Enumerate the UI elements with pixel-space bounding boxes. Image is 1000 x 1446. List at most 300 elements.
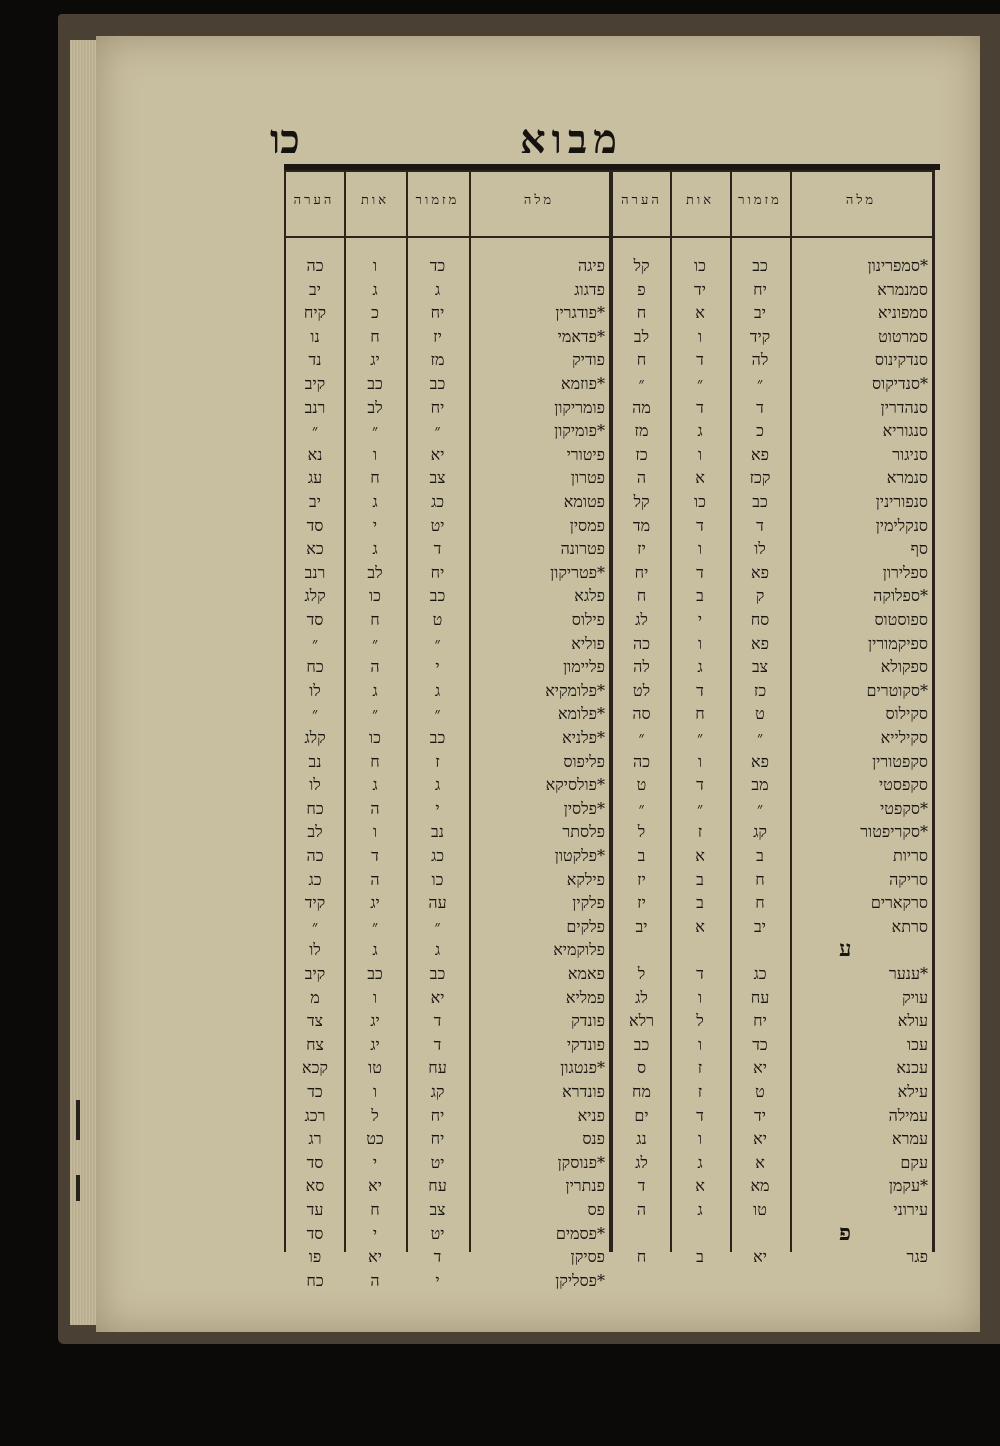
entry-psalm: סח xyxy=(750,610,770,629)
entry-note: נד xyxy=(308,350,322,370)
entry-word: פדגוג xyxy=(574,279,605,299)
entry-note: קל xyxy=(633,492,650,511)
entry-note: נג xyxy=(636,1129,647,1149)
entry-word: פילוס xyxy=(571,610,605,629)
entry-psalm: ״ xyxy=(756,798,764,818)
entry-note: רכג xyxy=(304,1105,326,1125)
entry-word: *פלקטון xyxy=(554,846,605,865)
entry-letter: ד xyxy=(371,846,379,865)
entry-note: יח xyxy=(634,562,649,582)
entry-psalm: פא xyxy=(751,562,769,582)
entry-word: סרתא xyxy=(891,916,928,936)
entry-word: *פלומא xyxy=(557,704,605,724)
entry-psalm: קכז xyxy=(749,468,771,488)
entry-word: סנמרא xyxy=(886,468,928,488)
entry-psalm: כב xyxy=(752,492,768,511)
entry-psalm: יח xyxy=(430,1105,445,1125)
entry-word: פלקין xyxy=(572,893,605,913)
entry-note: עד xyxy=(306,1200,324,1219)
entry-word: *פנטגון xyxy=(560,1058,605,1078)
entry-letter: יא xyxy=(368,1176,382,1196)
entry-word: פילקא xyxy=(566,869,605,889)
entry-letter: ג xyxy=(372,492,378,511)
entry-psalm: ג xyxy=(434,680,441,700)
entry-psalm: כד xyxy=(752,1034,768,1054)
entry-word: *פסמים xyxy=(555,1223,605,1243)
entry-note: ״ xyxy=(638,798,645,818)
entry-note: כה xyxy=(632,633,651,653)
entry-letter: יג xyxy=(370,893,380,913)
section-letter: ע xyxy=(839,936,852,963)
entry-word: פלקים xyxy=(566,916,605,936)
entry-letter: ג xyxy=(372,279,378,299)
entry-letter: ג xyxy=(372,940,378,960)
entry-note: פ xyxy=(637,279,646,299)
entry-letter: כב xyxy=(367,964,383,983)
entry-note: מד xyxy=(632,515,651,535)
entry-word: עירוני xyxy=(893,1200,928,1219)
entry-letter: ח xyxy=(695,704,705,724)
entry-letter: ח xyxy=(370,1200,380,1219)
entry-word: *סקריפטור xyxy=(860,822,928,842)
entry-psalm: ח xyxy=(755,893,765,913)
entry-note: קיח xyxy=(303,303,327,323)
entry-psalm: טו xyxy=(753,1200,767,1219)
entry-letter: ו xyxy=(697,1034,703,1054)
entry-word: סקילייא xyxy=(880,728,928,747)
entry-note: יז xyxy=(637,869,646,889)
entry-word: *פלומקיא xyxy=(545,680,605,700)
page-number: כו xyxy=(270,116,300,163)
entry-letter: ד xyxy=(696,1105,704,1125)
entry-word: פסיקן xyxy=(570,1247,605,1267)
entry-letter: ו xyxy=(697,539,703,559)
entry-psalm: ד xyxy=(433,1011,442,1031)
entry-letter: ל xyxy=(371,1105,379,1125)
entry-word: סנקלימין xyxy=(875,515,928,535)
entry-psalm: לה xyxy=(751,350,769,370)
entry-letter: כב xyxy=(367,374,383,393)
entry-note: ל xyxy=(637,964,646,983)
entry-letter: כו xyxy=(694,256,706,275)
entry-psalm: כג xyxy=(753,964,767,983)
entry-letter: ו xyxy=(697,633,703,653)
entry-word: *סמפרינון xyxy=(867,256,928,275)
entry-letter: ו xyxy=(372,822,378,842)
entry-psalm: ג xyxy=(434,279,441,299)
entry-note: רלא xyxy=(629,1011,654,1031)
entry-word: *פטריקון xyxy=(550,562,605,582)
col-head-word-right: מלה xyxy=(845,193,877,208)
entry-note: מז xyxy=(634,421,649,441)
entry-psalm: ג xyxy=(434,940,441,960)
entry-psalm: יא xyxy=(430,444,445,464)
entry-word: סקפסטי xyxy=(878,775,928,795)
entry-note: לו xyxy=(309,680,321,700)
entry-note: ח xyxy=(636,586,647,606)
entry-psalm: עה xyxy=(428,893,447,913)
entry-psalm: קג xyxy=(753,822,767,842)
section-letter: פ xyxy=(839,1219,851,1246)
entry-letter: א xyxy=(695,846,705,865)
entry-word: *פולסיקא xyxy=(545,775,605,795)
col-head-psalm-right: מזמור xyxy=(738,193,782,208)
entry-psalm: ״ xyxy=(434,704,441,724)
entry-psalm: יב xyxy=(754,303,766,323)
entry-word: פנס xyxy=(582,1129,605,1149)
entry-word: סריקה xyxy=(889,869,928,889)
entry-psalm: כב xyxy=(429,728,446,747)
entry-word: *עקמן xyxy=(888,1176,928,1196)
entry-word: פלוקמיא xyxy=(553,940,605,960)
entry-note: קיב xyxy=(304,374,326,393)
entry-letter: ז xyxy=(697,1058,703,1078)
entry-psalm: ״ xyxy=(756,728,764,747)
column-divider xyxy=(469,170,471,1252)
entry-psalm: פא xyxy=(751,633,769,653)
entry-psalm: ג xyxy=(434,775,441,795)
entry-psalm: ז xyxy=(435,751,440,771)
entry-note: פו xyxy=(308,1247,322,1267)
entry-note: כה xyxy=(306,256,324,275)
entry-note: מח xyxy=(632,1082,651,1101)
entry-note: ס xyxy=(636,1058,647,1078)
entry-note: לו xyxy=(309,940,321,960)
entry-note: כח xyxy=(306,798,324,818)
entry-note: ה xyxy=(636,468,647,488)
entry-letter: ״ xyxy=(696,374,704,393)
entry-word: פניא xyxy=(577,1105,605,1125)
entry-psalm: יא xyxy=(753,1058,767,1078)
entry-psalm: יח xyxy=(430,303,445,323)
entry-letter: ו xyxy=(372,987,378,1007)
entry-psalm: צב xyxy=(429,468,446,488)
table-border-right xyxy=(932,170,935,1252)
entry-word: ספלירון xyxy=(882,562,928,582)
entry-note: ״ xyxy=(311,421,319,441)
entry-psalm: ד xyxy=(433,1034,442,1054)
entry-letter: יג xyxy=(370,1011,380,1031)
entry-note: לב xyxy=(307,822,323,842)
entry-letter: ו xyxy=(697,326,703,346)
entry-word: פטרונה xyxy=(560,539,605,559)
entry-note: לו xyxy=(309,775,321,795)
entry-word: פליפוס xyxy=(563,751,605,771)
entry-psalm: ״ xyxy=(434,421,441,441)
entry-note: רנב xyxy=(304,562,326,582)
col-head-note-left: הערה xyxy=(293,193,335,208)
entry-letter: ו xyxy=(372,444,378,464)
entry-letter: ו xyxy=(372,1082,378,1101)
entry-note: לג xyxy=(635,610,648,629)
entry-word: פאמא xyxy=(567,964,605,983)
entry-word: סרקארים xyxy=(870,893,928,913)
entry-letter: ב xyxy=(696,1247,704,1267)
entry-word: פטומא xyxy=(563,492,605,511)
entry-word: *פלסין xyxy=(563,798,605,818)
entry-word: *סנדיקוס xyxy=(872,374,928,393)
entry-psalm: נב xyxy=(431,822,444,842)
entry-letter: ח xyxy=(370,326,380,346)
entry-psalm: כ xyxy=(756,421,764,441)
entry-psalm: כג xyxy=(430,846,445,865)
entry-note: נא xyxy=(307,444,323,464)
entry-word: עקם xyxy=(900,1152,928,1172)
entry-psalm: מז xyxy=(430,350,445,370)
entry-word: סניגור xyxy=(892,444,928,464)
entry-psalm: פא xyxy=(751,444,769,464)
entry-note: ד xyxy=(637,1176,646,1196)
entry-letter: א xyxy=(695,916,705,936)
entry-psalm: ״ xyxy=(756,374,764,393)
entry-psalm: כז xyxy=(753,680,767,700)
entry-word: פס xyxy=(587,1200,605,1219)
column-divider xyxy=(790,170,792,1252)
entry-word: עכנא xyxy=(896,1058,928,1078)
entry-letter: ״ xyxy=(371,633,379,653)
entry-letter: ב xyxy=(696,893,704,913)
entry-letter: יד xyxy=(694,279,706,299)
entry-word: *פודגרין xyxy=(555,303,605,323)
entry-psalm: א xyxy=(755,1152,765,1172)
entry-note: כג xyxy=(308,869,322,889)
entry-word: ספקולא xyxy=(880,657,928,677)
entry-psalm: יז xyxy=(433,326,442,346)
entry-psalm: כב xyxy=(752,256,768,275)
entry-word: *פנוסקן xyxy=(557,1152,605,1172)
entry-letter: יג xyxy=(370,1034,380,1054)
entry-word: פלגא xyxy=(574,586,605,606)
entry-word: *פסליקן xyxy=(555,1270,605,1290)
entry-word: פמליא xyxy=(565,987,605,1007)
entry-psalm: עח xyxy=(428,1058,447,1078)
entry-psalm: יא xyxy=(753,1247,767,1267)
entry-note: ל xyxy=(637,822,646,842)
entry-psalm: ד xyxy=(433,1247,442,1267)
entry-note: ״ xyxy=(638,374,645,393)
entry-note: לט xyxy=(632,680,651,700)
entry-word: פיטורי xyxy=(566,444,605,464)
entry-word: עמרא xyxy=(892,1129,928,1149)
entry-word: עילא xyxy=(897,1082,928,1101)
entry-word: *פדאמי xyxy=(557,326,605,346)
entry-letter: ו xyxy=(372,256,378,275)
entry-psalm: מב xyxy=(751,775,769,795)
entry-note: ה xyxy=(636,1200,647,1219)
entry-note: לג xyxy=(635,1152,648,1172)
entry-note: ח xyxy=(636,303,647,323)
entry-psalm: צב xyxy=(751,657,769,677)
entry-psalm: מא xyxy=(750,1176,770,1196)
entry-note: קל xyxy=(633,256,650,275)
entry-word: סמרטוט xyxy=(878,326,928,346)
entry-psalm: ד xyxy=(756,397,764,417)
entry-psalm: י xyxy=(435,798,440,818)
entry-word: עולא xyxy=(897,1011,928,1031)
entry-note: כח xyxy=(306,657,324,677)
entry-note: ח xyxy=(636,350,647,370)
entry-letter: ג xyxy=(697,1152,703,1172)
entry-word: *ספלוקה xyxy=(873,586,928,606)
entry-word: *סקפטי xyxy=(880,798,928,818)
entry-letter: לב xyxy=(367,397,383,417)
entry-letter: כו xyxy=(369,728,381,747)
entry-letter: ד xyxy=(696,680,704,700)
entry-letter: ו xyxy=(697,987,703,1007)
entry-letter: יא xyxy=(368,1247,382,1267)
entry-letter: ל xyxy=(696,1011,704,1031)
entry-letter: ד xyxy=(696,964,704,983)
entry-psalm: כד xyxy=(429,256,446,275)
entry-letter: ג xyxy=(372,680,378,700)
entry-note: ״ xyxy=(311,633,319,653)
entry-word: פיגה xyxy=(577,256,605,275)
page-title: מבוא xyxy=(520,116,623,163)
entry-psalm: כב xyxy=(429,964,446,983)
entry-note: ״ xyxy=(638,728,645,747)
entry-note: קלג xyxy=(304,586,326,606)
entry-letter: כ xyxy=(371,303,379,323)
entry-psalm: ט xyxy=(432,610,443,629)
entry-letter: יג xyxy=(370,350,380,370)
entry-word: פודיק xyxy=(572,350,605,370)
entry-word: *ענער xyxy=(888,964,928,983)
entry-note: כא xyxy=(306,539,324,559)
entry-note: כב xyxy=(633,1034,650,1054)
entry-note: לג xyxy=(635,987,648,1007)
entry-note: סד xyxy=(306,610,324,629)
entry-note: לב xyxy=(633,326,650,346)
entry-psalm: ח xyxy=(755,869,765,889)
entry-word: פמסין xyxy=(569,515,605,535)
entry-word: *סקוטרים xyxy=(866,680,928,700)
entry-letter: ״ xyxy=(696,798,704,818)
entry-psalm: יח xyxy=(430,397,445,417)
entry-word: *פומיקון xyxy=(554,421,605,441)
entry-letter: ד xyxy=(696,562,704,582)
entry-psalm: יח xyxy=(430,1129,445,1149)
entry-letter: א xyxy=(695,1176,705,1196)
entry-word: פונדרא xyxy=(562,1082,605,1101)
entry-psalm: יב xyxy=(754,916,766,936)
entry-psalm: ב xyxy=(756,846,764,865)
entry-note: כד xyxy=(307,1082,323,1101)
entry-letter: כו xyxy=(694,492,706,511)
entry-letter: ג xyxy=(697,657,703,677)
entry-letter: ח xyxy=(370,610,380,629)
entry-letter: ״ xyxy=(371,421,379,441)
entry-note: סד xyxy=(306,1223,324,1243)
entry-word: עויק xyxy=(902,987,928,1007)
entry-note: קיד xyxy=(304,893,326,913)
entry-letter: ד xyxy=(696,350,704,370)
entry-word: פלסתר xyxy=(562,822,605,842)
entry-letter: ב xyxy=(696,869,704,889)
entry-letter: א xyxy=(695,468,705,488)
spine-mark xyxy=(76,1175,80,1201)
entry-psalm: פא xyxy=(751,751,769,771)
entry-letter: כו xyxy=(369,586,381,606)
entry-word: פונדקי xyxy=(566,1034,605,1054)
entry-note: ט xyxy=(636,775,647,795)
entry-note: סד xyxy=(306,515,324,535)
entry-note: מ xyxy=(310,987,320,1007)
entry-word: סנפורינין xyxy=(875,492,928,511)
entry-letter: ה xyxy=(370,1270,380,1290)
entry-letter: ב xyxy=(696,586,704,606)
entry-note: קכא xyxy=(302,1058,328,1078)
entry-note: קיב xyxy=(304,964,326,983)
entry-note: כח xyxy=(306,1270,324,1290)
entry-note: יב xyxy=(309,279,321,299)
entry-word: סריות xyxy=(892,846,928,865)
entry-psalm: יט xyxy=(430,1223,445,1243)
entry-word: סף xyxy=(910,539,928,559)
entry-note: קלג xyxy=(304,728,326,747)
entry-note: עג xyxy=(307,468,323,488)
entry-note: יז xyxy=(637,539,646,559)
entry-note: רנב xyxy=(304,397,326,417)
entry-letter: א xyxy=(695,303,705,323)
entry-note: נב xyxy=(308,751,322,771)
entry-psalm: צב xyxy=(429,1200,446,1219)
entry-psalm: כב xyxy=(429,586,446,606)
index-table xyxy=(284,170,934,1290)
entry-psalm: עח xyxy=(428,1176,447,1196)
entry-psalm: ק xyxy=(755,586,765,606)
entry-letter: ״ xyxy=(371,704,379,724)
entry-note: רג xyxy=(308,1129,322,1149)
entry-psalm: יד xyxy=(754,1105,766,1125)
entry-letter: ד xyxy=(696,397,704,417)
entry-psalm: ד xyxy=(433,539,442,559)
entry-note: ״ xyxy=(311,916,319,936)
entry-note: ב xyxy=(637,846,646,865)
entry-letter: כט xyxy=(366,1129,384,1149)
entry-note: מה xyxy=(632,397,651,417)
entry-word: פנתרין xyxy=(565,1176,605,1196)
entry-letter: ה xyxy=(370,869,380,889)
entry-note: כז xyxy=(635,444,648,464)
entry-psalm: עח xyxy=(750,987,770,1007)
entry-note: צח xyxy=(306,1034,324,1054)
entry-note: ים xyxy=(634,1105,649,1125)
entry-note: נו xyxy=(310,326,320,346)
entry-psalm: כג xyxy=(430,492,445,511)
col-head-letter-left: אות xyxy=(360,193,390,208)
entry-letter: ו xyxy=(697,444,703,464)
entry-psalm: ד xyxy=(756,515,764,535)
entry-psalm: יח xyxy=(753,279,767,299)
entry-word: סנדקינוס xyxy=(874,350,928,370)
entry-psalm: ט xyxy=(755,1082,765,1101)
entry-psalm: ״ xyxy=(434,633,441,653)
entry-letter: ״ xyxy=(371,916,379,936)
entry-note: ח xyxy=(636,1247,647,1267)
entry-note: כה xyxy=(632,751,651,771)
entry-note: סד xyxy=(306,1152,324,1172)
entry-psalm: יט xyxy=(430,1152,445,1172)
entry-psalm: י xyxy=(435,657,440,677)
entry-note: סה xyxy=(632,704,651,724)
entry-note: יז xyxy=(637,893,646,913)
entry-psalm: קיד xyxy=(749,326,771,346)
entry-letter: טו xyxy=(368,1058,382,1078)
entry-word: פוליא xyxy=(571,633,605,653)
entry-psalm: לו xyxy=(754,539,766,559)
entry-psalm: יח xyxy=(430,562,445,582)
entry-word: סקילוס xyxy=(885,704,928,724)
